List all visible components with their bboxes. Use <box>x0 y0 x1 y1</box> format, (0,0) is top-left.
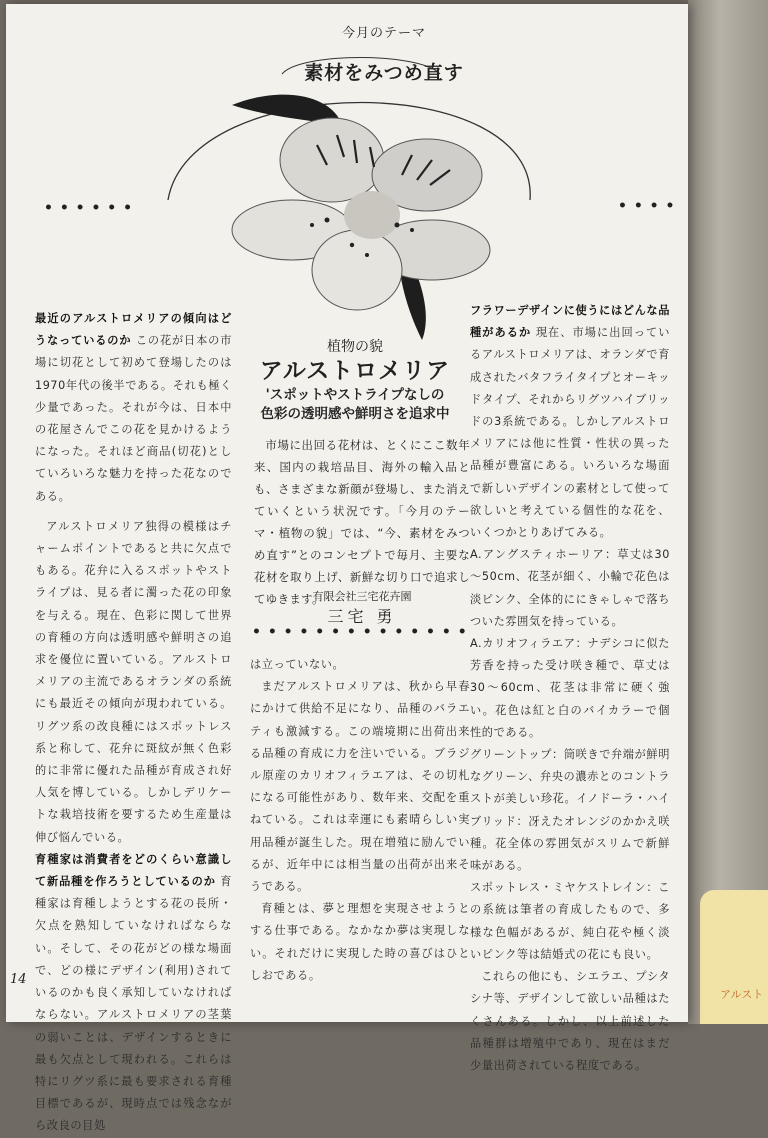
right-column <box>470 300 670 1077</box>
dot-separator-middle: • • • • • • • • • • • • • • <box>252 624 468 640</box>
middle-column <box>250 654 470 987</box>
middle-paragraph-2: まだアルストロメリアは、秋から早春にかけて供給不足になり、品種のバラエティも激減する。この端境期に出荷出来る品種の育成に力を注いでいる。ブラジル原産のカリオフィラエアは、その切札になる可能性があり、数年来、交配を重ねている。これは幸運にも素晴らしい実用品種が誕生した。現在増殖に励んでいるが、近年中には相当量の出荷が出来そうである。 <box>250 680 470 894</box>
right-text-1: 現在、市場に出回っているアルストロメリアは、オランダで育成されたバタフライタイプとオーキッドタイプ、それからリグツハイブリッドの3系統である。しかしアルストロメリアには他に性質・性状の異った品種が豊富にある。いろいろな場面で新しいデザインの素材として使って欲しいと考えている個性的な花を、いくつかとりあげてみる。 <box>470 326 670 540</box>
plant-subtitle-line-1: 'スポットやストライプなしの <box>265 387 445 403</box>
plant-subtitle-line-2: 色彩の透明感や鮮明さを追求中 <box>260 406 450 422</box>
middle-paragraph-3: 育種とは、夢と理想を実現させようとする仕事である。なかなか夢は実現しない。それだけに実現した時の喜びはひとしおである。 <box>250 902 470 982</box>
intro-text <box>254 434 470 610</box>
left-text-3: 育種家は育種しようとする花の長所・欠点を熟知していなければならない。そして、その花がどの様な場面で、どの様にデザイン(利用)されているのかも良く承知していなければならない。アルストロメリアの茎葉の弱いことは、デザインするときに最も欠点として現われる。これらは特にリグツ系に最も要求される育種目標であるが、現時点では残念ながら改良の目処 <box>35 875 232 1133</box>
right-paragraph-6: これらの他にも、シエラエ、プシタシナ等、デザインして欲しい品種はたくさんある。しかし、以上前述した品種群は増殖中であり、現在はまだ少量出荷されている程度である。 <box>470 970 670 1072</box>
right-paragraph-1 <box>470 300 670 544</box>
left-heading-2: 育種家は消費者をどのくらい意識して新品種を作ろうとしているのか <box>35 852 232 889</box>
middle-paragraph-1: は立っていない。 <box>250 658 345 671</box>
right-paragraph-4: グリーントップ：筒咲きで弁端が鮮明なグリーン、弁央の濃赤とのコントラストが美しい珍花。イノドーラ・ハイブリッド：冴えたオレンジのかかえ咲種。花全体の雰囲気がスリムで新鮮味がある。 <box>470 748 670 873</box>
dot-separator-left: • • • • • • <box>44 200 134 216</box>
left-paragraph-2: アルストロメリア独得の模様はチャームポイントであると共に欠点でもある。花弁に入るスポットやストライプは、見る者に濁った花の印象を与える。現在、色彩に関して世界の育種の方向は透明感や鮮明さの追求を優位に置いている。アルストロメリアの主流であるオランダの系統にも最近その傾向が現われている。リグツ系の改良種にはスポットレス系と称して、花弁に斑紋が無く色彩的に非常に優れた品種が育成され好人気を博している。しかしデリケートな栽培技術を要するため生産量は伸び悩んでいる。 <box>35 519 232 844</box>
theme-label: 今月のテーマ <box>341 26 426 41</box>
author-organization: 有限会社三宅花卉園 <box>312 590 412 603</box>
left-column <box>35 308 232 1138</box>
author-name: 三宅 勇 <box>327 607 397 626</box>
dot-separator-right: • • • • <box>618 198 676 214</box>
page-number: 14 <box>10 972 27 987</box>
plant-label: 植物の貌 <box>327 339 383 355</box>
plant-name: アルストロメリア <box>259 357 451 384</box>
intro-paragraph: 市場に出回る花材は、とくにここ数年来、国内の栽培品目、海外の輸入品とも、さまざまな新顔が登場し、また消えていくという状況です。「今月のテーマ・植物の貌」では、“今、素材をみつめ直す”とのコンセプトで毎月、主要な花材を取り上げ、新鮮な切り口で追求してゆきます。 <box>254 438 470 606</box>
left-heading-1: 最近のアルストロメリアの傾向はどうなっているのか <box>35 312 232 348</box>
theme-title: 素材をみつめ直す <box>304 62 464 84</box>
alstroemeria-flower-image <box>232 95 490 340</box>
right-heading-1: フラワーデザインに使うにはどんな品種があるか <box>470 304 670 340</box>
right-paragraph-2: A.アングスティホーリア：草丈は30～50cm、花茎が細く、小輪で花色は淡ピンク、全体的ににきゃしゃで落ちついた雰囲気を持っている。 <box>470 548 670 628</box>
right-paragraph-3: A.カリオフィラエア：ナデシコに似た芳香を持った受け咲き種で、草丈は30～60cm、花茎は非常に硬く強い。花色は紅と白のバイカラーで個性的である。 <box>470 637 670 739</box>
next-page-tab-text: アルスト <box>720 988 764 1001</box>
plant-subtitle <box>240 386 470 424</box>
right-paragraph-5: スポットレス・ミヤケストレイン：この系統は筆者の育成したもので、多様な色幅があるが、純白花や極く淡いピンク等は結婚式の花にも良い。 <box>470 881 670 961</box>
left-paragraph-3 <box>35 849 232 1138</box>
left-text-1: この花が日本の市場に切花として初めて登場したのは1970年代の後半である。それも極く少量であった。それが今は、日本中の花屋さんでこの花を見かけるようになった。それほど商品(切花)としていろいろな魅力を持った花なのである。 <box>35 334 232 503</box>
left-paragraph-1 <box>35 308 232 508</box>
